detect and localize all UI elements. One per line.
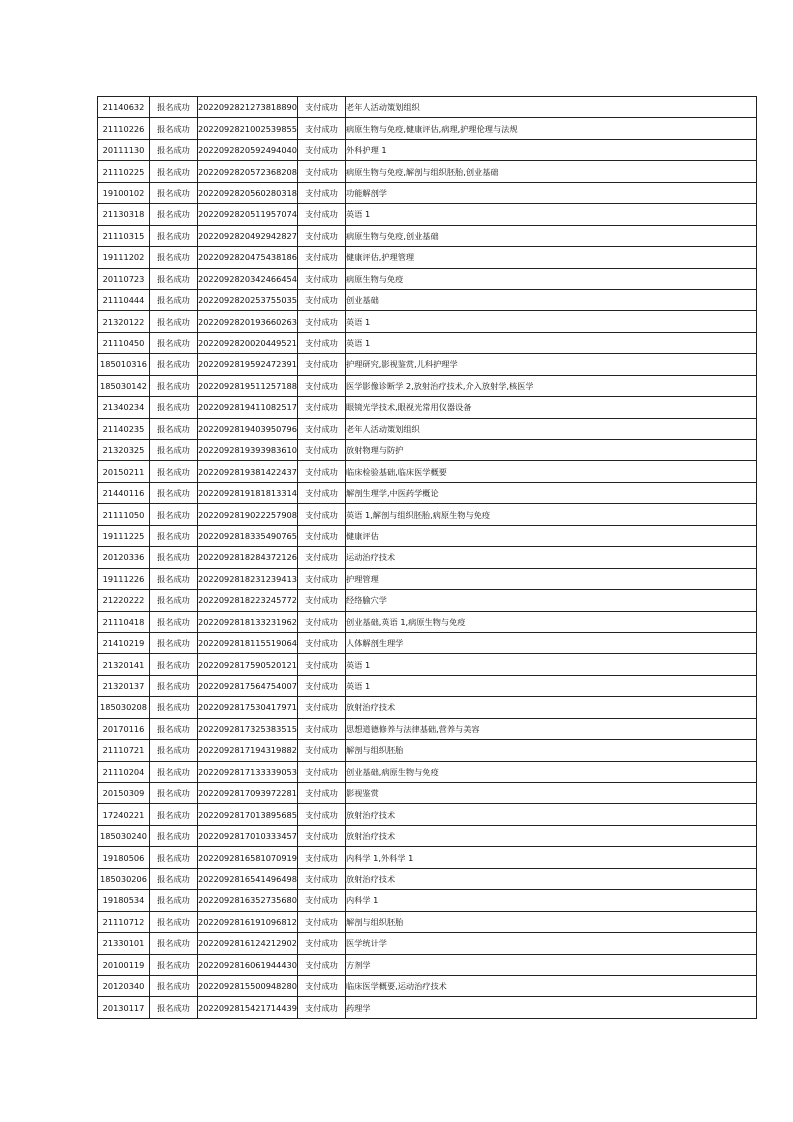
order-number-cell: 2022092820475438186 bbox=[198, 247, 298, 268]
table-row bbox=[98, 161, 757, 182]
payment-status-cell: 支付成功 bbox=[298, 975, 346, 996]
order-number-cell: 2022092816541496498 bbox=[198, 868, 298, 889]
table-row bbox=[98, 975, 757, 996]
courses-cell: 眼镜光学技术,眼视光常用仪器设备 bbox=[346, 397, 757, 418]
payment-status-cell: 支付成功 bbox=[298, 718, 346, 739]
table-row bbox=[98, 204, 757, 225]
student-id-cell: 21320137 bbox=[98, 675, 150, 696]
table-row bbox=[98, 825, 757, 846]
courses-cell: 病原生物与免疫,健康评估,病理,护理伦理与法规 bbox=[346, 118, 757, 139]
courses-cell: 英语 1 bbox=[346, 654, 757, 675]
table-row bbox=[98, 504, 757, 525]
table-row bbox=[98, 697, 757, 718]
table-row bbox=[98, 761, 757, 782]
courses-cell: 创业基础,病原生物与免疫 bbox=[346, 761, 757, 782]
registration-status-cell: 报名成功 bbox=[150, 118, 198, 139]
registration-status-cell: 报名成功 bbox=[150, 761, 198, 782]
registration-status-cell: 报名成功 bbox=[150, 847, 198, 868]
order-number-cell: 2022092817013895685 bbox=[198, 804, 298, 825]
courses-cell: 放射治疗技术 bbox=[346, 804, 757, 825]
student-id-cell: 21140632 bbox=[98, 97, 150, 118]
registration-status-cell: 报名成功 bbox=[150, 525, 198, 546]
table-row bbox=[98, 590, 757, 611]
registration-status-cell: 报名成功 bbox=[150, 547, 198, 568]
student-id-cell: 21110444 bbox=[98, 289, 150, 310]
courses-cell: 护理管理 bbox=[346, 568, 757, 589]
payment-status-cell: 支付成功 bbox=[298, 675, 346, 696]
order-number-cell: 2022092818284372126 bbox=[198, 547, 298, 568]
student-id-cell: 20150211 bbox=[98, 461, 150, 482]
order-number-cell: 2022092817590520121 bbox=[198, 654, 298, 675]
registration-status-cell: 报名成功 bbox=[150, 825, 198, 846]
payment-status-cell: 支付成功 bbox=[298, 911, 346, 932]
table-row bbox=[98, 890, 757, 911]
courses-cell: 人体解剖生理学 bbox=[346, 632, 757, 653]
courses-cell: 英语 1 bbox=[346, 204, 757, 225]
order-number-cell: 2022092816581070919 bbox=[198, 847, 298, 868]
courses-cell: 病原生物与免疫 bbox=[346, 268, 757, 289]
payment-status-cell: 支付成功 bbox=[298, 225, 346, 246]
table-row bbox=[98, 440, 757, 461]
registration-status-cell: 报名成功 bbox=[150, 182, 198, 203]
student-id-cell: 20170116 bbox=[98, 718, 150, 739]
registration-status-cell: 报名成功 bbox=[150, 740, 198, 761]
courses-cell: 药理学 bbox=[346, 997, 757, 1018]
student-id-cell: 21340234 bbox=[98, 397, 150, 418]
student-id-cell: 17240221 bbox=[98, 804, 150, 825]
student-id-cell: 21410219 bbox=[98, 632, 150, 653]
registration-status-cell: 报名成功 bbox=[150, 504, 198, 525]
courses-cell: 健康评估,护理管理 bbox=[346, 247, 757, 268]
student-id-cell: 20111130 bbox=[98, 139, 150, 160]
table-row bbox=[98, 397, 757, 418]
table-row bbox=[98, 740, 757, 761]
registration-status-cell: 报名成功 bbox=[150, 783, 198, 804]
table-row bbox=[98, 997, 757, 1018]
student-id-cell: 21110225 bbox=[98, 161, 150, 182]
table-row bbox=[98, 718, 757, 739]
courses-cell: 解剖与组织胚胎 bbox=[346, 740, 757, 761]
table-row bbox=[98, 225, 757, 246]
payment-status-cell: 支付成功 bbox=[298, 804, 346, 825]
table-row bbox=[98, 911, 757, 932]
student-id-cell: 19111202 bbox=[98, 247, 150, 268]
payment-status-cell: 支付成功 bbox=[298, 289, 346, 310]
order-number-cell: 2022092815500948280 bbox=[198, 975, 298, 996]
registration-status-cell: 报名成功 bbox=[150, 568, 198, 589]
registration-status-cell: 报名成功 bbox=[150, 225, 198, 246]
order-number-cell: 2022092818133231962 bbox=[198, 611, 298, 632]
student-id-cell: 19100102 bbox=[98, 182, 150, 203]
courses-cell: 创业基础 bbox=[346, 289, 757, 310]
student-id-cell: 19111225 bbox=[98, 525, 150, 546]
registration-status-cell: 报名成功 bbox=[150, 204, 198, 225]
student-id-cell: 185030208 bbox=[98, 697, 150, 718]
payment-status-cell: 支付成功 bbox=[298, 332, 346, 353]
registration-status-cell: 报名成功 bbox=[150, 139, 198, 160]
courses-cell: 方剂学 bbox=[346, 954, 757, 975]
order-number-cell: 2022092817530417971 bbox=[198, 697, 298, 718]
registration-status-cell: 报名成功 bbox=[150, 954, 198, 975]
order-number-cell: 2022092817564754007 bbox=[198, 675, 298, 696]
payment-status-cell: 支付成功 bbox=[298, 139, 346, 160]
table-row bbox=[98, 97, 757, 118]
order-number-cell: 2022092820592494040 bbox=[198, 139, 298, 160]
order-number-cell: 2022092819411082517 bbox=[198, 397, 298, 418]
registration-status-cell: 报名成功 bbox=[150, 289, 198, 310]
order-number-cell: 2022092815421714439 bbox=[198, 997, 298, 1018]
registration-status-cell: 报名成功 bbox=[150, 611, 198, 632]
registration-status-cell: 报名成功 bbox=[150, 354, 198, 375]
registration-status-cell: 报名成功 bbox=[150, 461, 198, 482]
order-number-cell: 2022092818231239413 bbox=[198, 568, 298, 589]
table-row bbox=[98, 568, 757, 589]
registration-status-cell: 报名成功 bbox=[150, 247, 198, 268]
order-number-cell: 2022092818335490765 bbox=[198, 525, 298, 546]
registration-status-cell: 报名成功 bbox=[150, 675, 198, 696]
student-id-cell: 21220222 bbox=[98, 590, 150, 611]
order-number-cell: 2022092818115519064 bbox=[198, 632, 298, 653]
registration-status-cell: 报名成功 bbox=[150, 718, 198, 739]
registration-table-body bbox=[98, 97, 757, 1019]
payment-status-cell: 支付成功 bbox=[298, 654, 346, 675]
student-id-cell: 19111226 bbox=[98, 568, 150, 589]
order-number-cell: 2022092816124212902 bbox=[198, 933, 298, 954]
student-id-cell: 21440116 bbox=[98, 482, 150, 503]
student-id-cell: 21110450 bbox=[98, 332, 150, 353]
payment-status-cell: 支付成功 bbox=[298, 825, 346, 846]
student-id-cell: 185010316 bbox=[98, 354, 150, 375]
table-row bbox=[98, 354, 757, 375]
table-row bbox=[98, 954, 757, 975]
registration-status-cell: 报名成功 bbox=[150, 933, 198, 954]
registration-status-cell: 报名成功 bbox=[150, 161, 198, 182]
order-number-cell: 2022092819022257908 bbox=[198, 504, 298, 525]
registration-status-cell: 报名成功 bbox=[150, 311, 198, 332]
payment-status-cell: 支付成功 bbox=[298, 890, 346, 911]
registration-status-cell: 报名成功 bbox=[150, 375, 198, 396]
registration-status-cell: 报名成功 bbox=[150, 632, 198, 653]
table-row bbox=[98, 933, 757, 954]
courses-cell: 健康评估 bbox=[346, 525, 757, 546]
payment-status-cell: 支付成功 bbox=[298, 611, 346, 632]
courses-cell: 影视鉴赏 bbox=[346, 783, 757, 804]
table-row bbox=[98, 118, 757, 139]
student-id-cell: 185030142 bbox=[98, 375, 150, 396]
table-row bbox=[98, 332, 757, 353]
courses-cell: 解剖生理学,中医药学概论 bbox=[346, 482, 757, 503]
courses-cell: 医学统计学 bbox=[346, 933, 757, 954]
table-row bbox=[98, 375, 757, 396]
payment-status-cell: 支付成功 bbox=[298, 697, 346, 718]
payment-status-cell: 支付成功 bbox=[298, 161, 346, 182]
order-number-cell: 2022092817325383515 bbox=[198, 718, 298, 739]
table-row bbox=[98, 482, 757, 503]
courses-cell: 内科学 1 bbox=[346, 890, 757, 911]
payment-status-cell: 支付成功 bbox=[298, 740, 346, 761]
payment-status-cell: 支付成功 bbox=[298, 933, 346, 954]
order-number-cell: 2022092819403950796 bbox=[198, 418, 298, 439]
payment-status-cell: 支付成功 bbox=[298, 783, 346, 804]
payment-status-cell: 支付成功 bbox=[298, 182, 346, 203]
order-number-cell: 2022092820572368208 bbox=[198, 161, 298, 182]
order-number-cell: 2022092820511957074 bbox=[198, 204, 298, 225]
student-id-cell: 19180534 bbox=[98, 890, 150, 911]
payment-status-cell: 支付成功 bbox=[298, 375, 346, 396]
courses-cell: 护理研究,影视鉴赏,儿科护理学 bbox=[346, 354, 757, 375]
order-number-cell: 2022092820193660263 bbox=[198, 311, 298, 332]
courses-cell: 功能解剖学 bbox=[346, 182, 757, 203]
payment-status-cell: 支付成功 bbox=[298, 397, 346, 418]
student-id-cell: 185030240 bbox=[98, 825, 150, 846]
order-number-cell: 2022092818223245772 bbox=[198, 590, 298, 611]
student-id-cell: 21330101 bbox=[98, 933, 150, 954]
order-number-cell: 2022092816352735680 bbox=[198, 890, 298, 911]
student-id-cell: 21320122 bbox=[98, 311, 150, 332]
courses-cell: 病原生物与免疫,创业基础 bbox=[346, 225, 757, 246]
courses-cell: 临床检验基础,临床医学概要 bbox=[346, 461, 757, 482]
order-number-cell: 2022092819511257188 bbox=[198, 375, 298, 396]
payment-status-cell: 支付成功 bbox=[298, 268, 346, 289]
registration-status-cell: 报名成功 bbox=[150, 697, 198, 718]
order-number-cell: 2022092819181813314 bbox=[198, 482, 298, 503]
courses-cell: 放射治疗技术 bbox=[346, 697, 757, 718]
table-row bbox=[98, 311, 757, 332]
student-id-cell: 19180506 bbox=[98, 847, 150, 868]
table-row bbox=[98, 783, 757, 804]
courses-cell: 临床医学概要,运动治疗技术 bbox=[346, 975, 757, 996]
table-row bbox=[98, 675, 757, 696]
table-row bbox=[98, 847, 757, 868]
student-id-cell: 21320141 bbox=[98, 654, 150, 675]
table-row bbox=[98, 247, 757, 268]
payment-status-cell: 支付成功 bbox=[298, 868, 346, 889]
student-id-cell: 21320325 bbox=[98, 440, 150, 461]
payment-status-cell: 支付成功 bbox=[298, 504, 346, 525]
student-id-cell: 185030206 bbox=[98, 868, 150, 889]
table-row bbox=[98, 868, 757, 889]
order-number-cell: 2022092821273818890 bbox=[198, 97, 298, 118]
order-number-cell: 2022092819592472391 bbox=[198, 354, 298, 375]
courses-cell: 思想道德修养与法律基础,营养与美容 bbox=[346, 718, 757, 739]
payment-status-cell: 支付成功 bbox=[298, 482, 346, 503]
payment-status-cell: 支付成功 bbox=[298, 525, 346, 546]
order-number-cell: 2022092820253755035 bbox=[198, 289, 298, 310]
payment-status-cell: 支付成功 bbox=[298, 568, 346, 589]
registration-table bbox=[97, 96, 757, 1019]
payment-status-cell: 支付成功 bbox=[298, 632, 346, 653]
registration-status-cell: 报名成功 bbox=[150, 397, 198, 418]
student-id-cell: 21110721 bbox=[98, 740, 150, 761]
courses-cell: 内科学 1,外科学 1 bbox=[346, 847, 757, 868]
registration-status-cell: 报名成功 bbox=[150, 804, 198, 825]
courses-cell: 经络腧穴学 bbox=[346, 590, 757, 611]
courses-cell: 放射治疗技术 bbox=[346, 868, 757, 889]
payment-status-cell: 支付成功 bbox=[298, 97, 346, 118]
payment-status-cell: 支付成功 bbox=[298, 547, 346, 568]
student-id-cell: 21130318 bbox=[98, 204, 150, 225]
student-id-cell: 21110315 bbox=[98, 225, 150, 246]
table-row bbox=[98, 804, 757, 825]
registration-status-cell: 报名成功 bbox=[150, 268, 198, 289]
table-row bbox=[98, 632, 757, 653]
order-number-cell: 2022092817093972281 bbox=[198, 783, 298, 804]
table-row bbox=[98, 182, 757, 203]
courses-cell: 老年人活动策划组织 bbox=[346, 418, 757, 439]
payment-status-cell: 支付成功 bbox=[298, 761, 346, 782]
payment-status-cell: 支付成功 bbox=[298, 847, 346, 868]
order-number-cell: 2022092817133339053 bbox=[198, 761, 298, 782]
order-number-cell: 2022092816191096812 bbox=[198, 911, 298, 932]
registration-status-cell: 报名成功 bbox=[150, 654, 198, 675]
courses-cell: 英语 1 bbox=[346, 311, 757, 332]
order-number-cell: 2022092819393983610 bbox=[198, 440, 298, 461]
order-number-cell: 2022092821002539855 bbox=[198, 118, 298, 139]
registration-status-cell: 报名成功 bbox=[150, 997, 198, 1018]
order-number-cell: 2022092819381422437 bbox=[198, 461, 298, 482]
order-number-cell: 2022092816061944430 bbox=[198, 954, 298, 975]
registration-status-cell: 报名成功 bbox=[150, 975, 198, 996]
payment-status-cell: 支付成功 bbox=[298, 461, 346, 482]
registration-status-cell: 报名成功 bbox=[150, 868, 198, 889]
courses-cell: 放射治疗技术 bbox=[346, 825, 757, 846]
courses-cell: 英语 1,解剖与组织胚胎,病原生物与免疫 bbox=[346, 504, 757, 525]
payment-status-cell: 支付成功 bbox=[298, 418, 346, 439]
payment-status-cell: 支付成功 bbox=[298, 590, 346, 611]
registration-status-cell: 报名成功 bbox=[150, 482, 198, 503]
courses-cell: 医学影像诊断学 2,放射治疗技术,介入放射学,核医学 bbox=[346, 375, 757, 396]
courses-cell: 解剖与组织胚胎 bbox=[346, 911, 757, 932]
order-number-cell: 2022092817194319882 bbox=[198, 740, 298, 761]
table-row bbox=[98, 139, 757, 160]
order-number-cell: 2022092820560280318 bbox=[198, 182, 298, 203]
courses-cell: 创业基础,英语 1,病原生物与免疫 bbox=[346, 611, 757, 632]
registration-status-cell: 报名成功 bbox=[150, 418, 198, 439]
student-id-cell: 20120340 bbox=[98, 975, 150, 996]
courses-cell: 老年人活动策划组织 bbox=[346, 97, 757, 118]
table-row bbox=[98, 461, 757, 482]
payment-status-cell: 支付成功 bbox=[298, 440, 346, 461]
order-number-cell: 2022092820492942827 bbox=[198, 225, 298, 246]
courses-cell: 外科护理 1 bbox=[346, 139, 757, 160]
table-row bbox=[98, 547, 757, 568]
payment-status-cell: 支付成功 bbox=[298, 954, 346, 975]
table-row bbox=[98, 611, 757, 632]
table-row bbox=[98, 289, 757, 310]
student-id-cell: 21110418 bbox=[98, 611, 150, 632]
courses-cell: 运动治疗技术 bbox=[346, 547, 757, 568]
table-row bbox=[98, 654, 757, 675]
registration-status-cell: 报名成功 bbox=[150, 911, 198, 932]
table-row bbox=[98, 525, 757, 546]
payment-status-cell: 支付成功 bbox=[298, 118, 346, 139]
payment-status-cell: 支付成功 bbox=[298, 247, 346, 268]
student-id-cell: 20120336 bbox=[98, 547, 150, 568]
student-id-cell: 20130117 bbox=[98, 997, 150, 1018]
registration-status-cell: 报名成功 bbox=[150, 97, 198, 118]
payment-status-cell: 支付成功 bbox=[298, 311, 346, 332]
student-id-cell: 21140235 bbox=[98, 418, 150, 439]
registration-status-cell: 报名成功 bbox=[150, 332, 198, 353]
courses-cell: 英语 1 bbox=[346, 675, 757, 696]
courses-cell: 英语 1 bbox=[346, 332, 757, 353]
student-id-cell: 20150309 bbox=[98, 783, 150, 804]
registration-status-cell: 报名成功 bbox=[150, 590, 198, 611]
order-number-cell: 2022092820342466454 bbox=[198, 268, 298, 289]
student-id-cell: 21110712 bbox=[98, 911, 150, 932]
payment-status-cell: 支付成功 bbox=[298, 997, 346, 1018]
registration-status-cell: 报名成功 bbox=[150, 440, 198, 461]
table-row bbox=[98, 268, 757, 289]
registration-status-cell: 报名成功 bbox=[150, 890, 198, 911]
student-id-cell: 20110723 bbox=[98, 268, 150, 289]
student-id-cell: 21110226 bbox=[98, 118, 150, 139]
table-row bbox=[98, 418, 757, 439]
payment-status-cell: 支付成功 bbox=[298, 354, 346, 375]
courses-cell: 放射物理与防护 bbox=[346, 440, 757, 461]
courses-cell: 病原生物与免疫,解剖与组织胚胎,创业基础 bbox=[346, 161, 757, 182]
payment-status-cell: 支付成功 bbox=[298, 204, 346, 225]
student-id-cell: 21111050 bbox=[98, 504, 150, 525]
student-id-cell: 21110204 bbox=[98, 761, 150, 782]
order-number-cell: 2022092817010333457 bbox=[198, 825, 298, 846]
student-id-cell: 20100119 bbox=[98, 954, 150, 975]
order-number-cell: 2022092820020449521 bbox=[198, 332, 298, 353]
